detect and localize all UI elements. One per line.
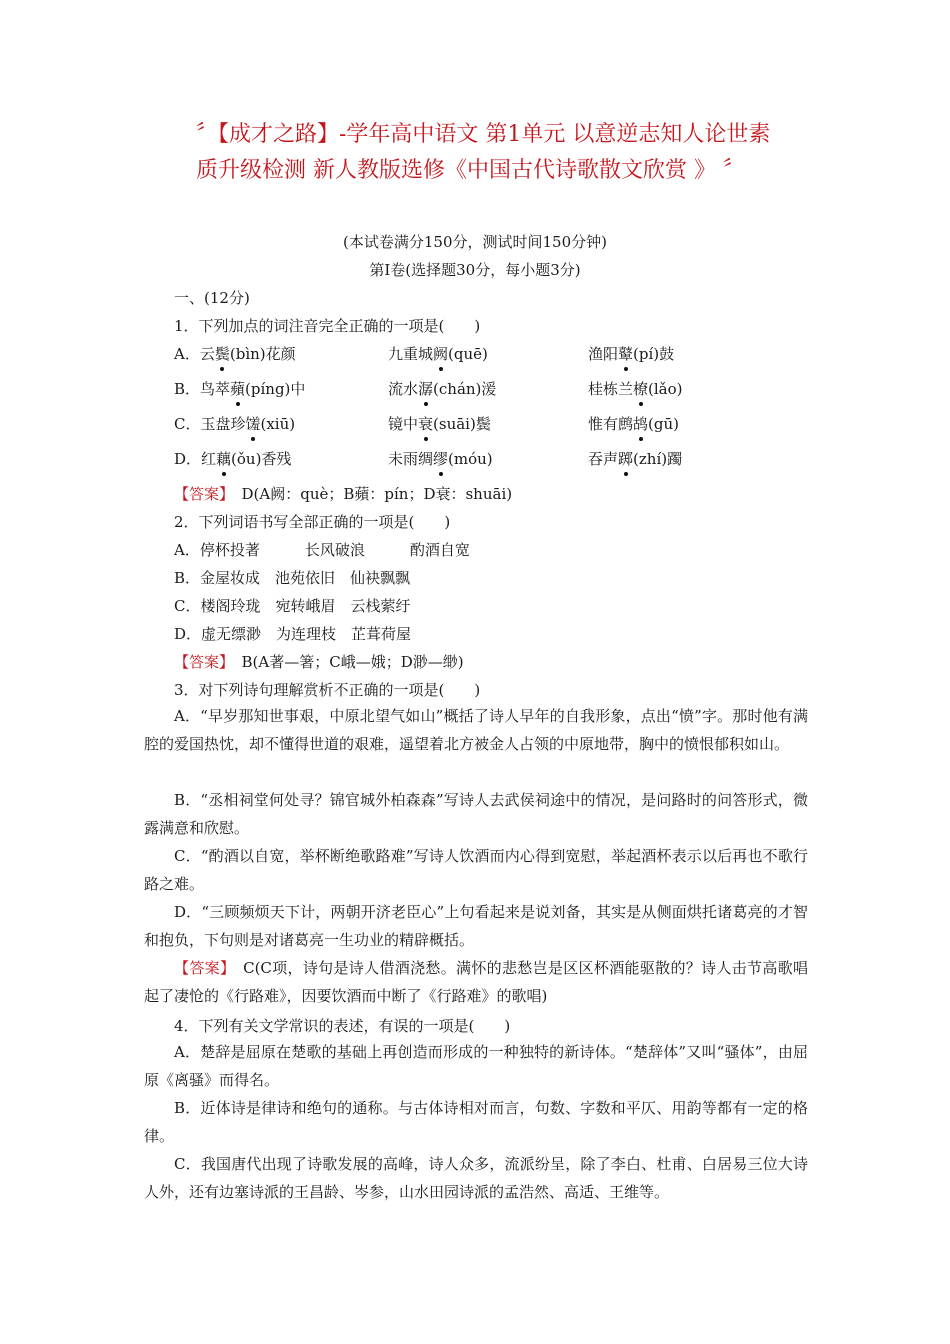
emphasis-dot-char: 缪 xyxy=(433,450,449,468)
q3-option-a: A．“早岁那知世事艰，中原北望气如山”概括了诗人早年的自我形象，点出“愤”字。那时他有满腔的爱国热忱，却不懂得世道的艰难，遥望着北方被金人占领的中原地带，胸中的愤恨郁积如山。 xyxy=(144,707,808,753)
q3-option-c: C．“酌酒以自宽，举杯断绝歌路难”写诗人饮酒而内心得到宽慰，举起酒杯表示以后再也不歌行路之难。 xyxy=(144,847,808,893)
part-one-heading: 第Ⅰ卷(选择题30分，每小题3分) xyxy=(369,261,581,279)
q1-option-b-1: B．鸟萃蘋(píng)中 xyxy=(174,380,306,398)
q2-option-c: C．楼阁玲珑 宛转峨眉 云栈萦纡 xyxy=(174,597,411,615)
q4-option-a: A．楚辞是屈原在楚歌的基础上再创造而形成的一种独特的新诗体。“楚辞体”又叫“骚体”，由屈原《离骚》而得名。 xyxy=(144,1043,808,1089)
q1-option-c-3: 惟有鹧鸪(gū) xyxy=(588,415,679,433)
q1-answer: 【答案】 D(A阙：què；B蘋：pín；D衰：shuāi) xyxy=(174,485,513,503)
q1-option-a-3: 渔阳鼙(pí)鼓 xyxy=(588,345,675,363)
answer-label: 【答案】 xyxy=(174,485,227,503)
emphasis-dot-char: 橑 xyxy=(633,380,649,398)
q1-option-b-3: 桂栋兰橑(lǎo) xyxy=(588,380,683,398)
q4-stem: 4．下列有关文学常识的表述，有误的一项是( ) xyxy=(174,1017,511,1035)
q3-option-b: B．“丞相祠堂何处寻？锦官城外柏森森”写诗人去武侯祠途中的情况，是问路时的问答形式，微露满意和欣慰。 xyxy=(144,791,808,837)
q2-option-b: B．金屋妆成 池苑依旧 仙袂飘飘 xyxy=(174,569,411,587)
emphasis-dot-char: 潺 xyxy=(418,380,434,398)
q3-option-d: D．“三顾频烦天下计，两朝开济老臣心”上句看起来是说刘备，其实是从侧面烘托诸葛亮的才智和抱负，下句则是对诸葛亮一生功业的精辟概括。 xyxy=(144,903,808,949)
answer-label: 【答案】 xyxy=(174,959,228,977)
emphasis-dot-char: 鬓 xyxy=(214,345,230,363)
answer-label: 【答案】 xyxy=(174,653,227,671)
emphasis-dot-char: 鸪 xyxy=(633,415,649,433)
q4-option-b: B．近体诗是律诗和绝句的通称。与古体诗相对而言，句数、字数和平仄、用韵等都有一定的格律。 xyxy=(144,1099,808,1145)
q2-stem: 2．下列词语书写全部正确的一项是( ) xyxy=(174,513,451,531)
emphasis-dot-char: 踯 xyxy=(618,450,634,468)
q1-stem: 1．下列加点的词注音完全正确的一项是( ) xyxy=(174,317,481,335)
emphasis-dot-char: 馐 xyxy=(245,415,261,433)
q1-option-b-2: 流水潺(chán)湲 xyxy=(388,380,497,398)
q1-option-c-1: C．玉盘珍馐(xiū) xyxy=(174,415,296,433)
q1-option-c-2: 镜中衰(suāi)鬓 xyxy=(388,415,491,433)
section-one-heading: 一、(12分) xyxy=(174,289,250,307)
q4-option-c: C．我国唐代出现了诗歌发展的高峰，诗人众多，流派纷呈，除了李白、杜甫、白居易三位大诗人外，还有边塞诗派的王昌龄、岑参，山水田园诗派的孟浩然、高适、王维等。 xyxy=(144,1155,808,1201)
q1-option-a-1: A．云鬓(bìn)花颜 xyxy=(174,345,296,363)
q2-answer: 【答案】 B(A著—箸；C峨—娥；D渺—缈) xyxy=(174,653,464,671)
emphasis-dot-char: 衰 xyxy=(418,415,434,433)
document-title-line1: 〞【成才之路】-学年高中语文 第1单元 以意逆志知人论世素 xyxy=(196,122,771,147)
document-title-line2: 质升级检测 新人教版选修《中国古代诗歌散文欣赏 》 〞 xyxy=(196,158,745,183)
emphasis-dot-char: 蘋 xyxy=(230,380,246,398)
q3-answer: 【答案】 C(C项，诗句是诗人借酒浇愁。满怀的悲愁岂是区区杯酒能驱散的？诗人击节高歌唱起了凄怆的《行路难》，因要饮酒而中断了《行路难》的歌唱) xyxy=(144,959,808,1005)
emphasis-dot-char: 鼙 xyxy=(618,345,634,363)
q1-option-d-3: 吞声踯(zhí)躅 xyxy=(588,450,683,468)
q2-option-d: D．虚无缥渺 为连理枝 芷葺荷屋 xyxy=(174,625,412,643)
exam-score-time: (本试卷满分150分，测试时间150分钟) xyxy=(343,233,607,251)
q1-option-d-1: D．红藕(ǒu)香残 xyxy=(174,450,292,468)
q2-option-a: A．停杯投著 长风破浪 酌酒自宽 xyxy=(174,541,470,559)
emphasis-dot-char: 藕 xyxy=(216,450,232,468)
q3-stem: 3．对下列诗句理解赏析不正确的一项是( ) xyxy=(174,681,481,699)
q1-option-a-2: 九重城阙(quē) xyxy=(388,345,488,363)
q1-option-d-2: 未雨绸缪(móu) xyxy=(388,450,493,468)
emphasis-dot-char: 阙 xyxy=(433,345,449,363)
